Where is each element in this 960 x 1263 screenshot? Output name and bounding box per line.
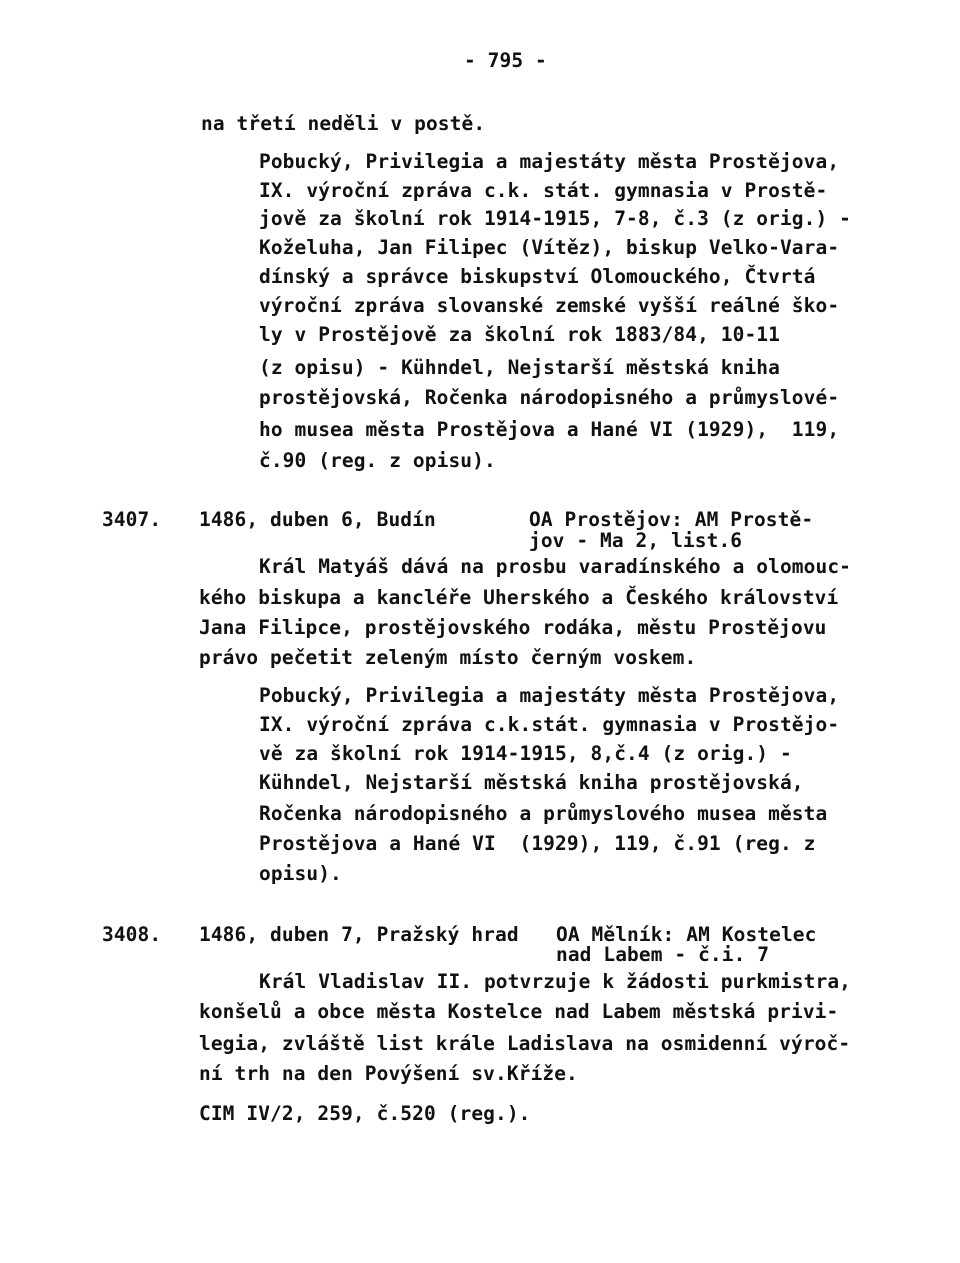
continuation-source-line: č.90 (reg. z opisu). — [259, 449, 496, 472]
entry-archive: OA Prostějov: AM Prostě- — [529, 508, 814, 531]
entry-source-line: Prostějova a Hané VI (1929), 119, č.91 (reg. z — [259, 832, 816, 855]
continuation-source-line: (z opisu) - Kühndel, Nejstarší městská kniha — [259, 356, 780, 379]
entry-text-line: kého biskupa a kancléře Uherského a Českého království — [199, 586, 839, 609]
entry-number: 3408. — [102, 923, 162, 946]
entry-text-line: konšelů a obce města Kostelce nad Labem městská privi- — [199, 1000, 839, 1023]
entry-text-line: právo pečetit zeleným místo černým voskem. — [199, 646, 697, 669]
continuation-source-line: Pobucký, Privilegia a majestáty města Prostějova, — [259, 150, 840, 173]
entry-source-line: opisu). — [259, 862, 342, 885]
entry-text-line: Král Matyáš dává na prosbu varadínského a olomouc- — [259, 555, 851, 578]
entry-date-place: 1486, duben 7, Pražský hrad — [199, 923, 519, 946]
entry-source-line: Pobucký, Privilegia a majestáty města Prostějova, — [259, 684, 840, 707]
entry-date-place: 1486, duben 6, Budín — [199, 508, 436, 531]
entry-text-line: Král Vladislav II. potvrzuje k žádosti purkmistra, — [259, 970, 851, 993]
entry-text-line: ní trh na den Povýšení sv.Kříže. — [199, 1062, 578, 1085]
continuation-source-line: ly v Prostějově za školní rok 1883/84, 10-11 — [259, 323, 780, 346]
entry-number: 3407. — [102, 508, 162, 531]
entry-archive: jov - Ma 2, list.6 — [529, 529, 743, 552]
continuation-source-line: ho musea města Prostějova a Hané VI (1929), 119, — [259, 418, 840, 441]
continuation-source-line: dínský a správce biskupství Olomouckého, Čtvrtá — [259, 265, 816, 288]
continuation-source-line: jově za školní rok 1914-1915, 7-8, č.3 (z orig.) - — [259, 207, 851, 230]
entry-source-line: vě za školní rok 1914-1915, 8,č.4 (z orig.) - — [259, 742, 792, 765]
continuation-source-line: výroční zpráva slovanské zemské vyšší reálné ško- — [259, 294, 840, 317]
entry-source-line: IX. výroční zpráva c.k.stát. gymnasia v Prostějo- — [259, 713, 840, 736]
entry-archive: nad Labem - č.i. 7 — [556, 943, 770, 966]
entry-text-line: Jana Filipce, prostějovského rodáka, městu Prostějovu — [199, 616, 827, 639]
continuation-first-line: na třetí neděli v postě. — [201, 112, 486, 135]
page-number: - 795 - — [464, 49, 547, 72]
entry-text-line: legia, zvláště list krále Ladislava na osmidenní výroč- — [199, 1032, 851, 1055]
continuation-source-line: prostějovská, Ročenka národopisného a průmyslové- — [259, 386, 840, 409]
entry-source-line: Ročenka národopisného a průmyslového musea města — [259, 802, 828, 825]
entry-source-line: CIM IV/2, 259, č.520 (reg.). — [199, 1102, 531, 1125]
entry-archive: OA Mělník: AM Kostelec — [556, 923, 817, 946]
continuation-source-line: Koželuha, Jan Filipec (Vítěz), biskup Velko-Vara- — [259, 236, 840, 259]
entry-source-line: Kühndel, Nejstarší městská kniha prostějovská, — [259, 771, 804, 794]
continuation-source-line: IX. výroční zpráva c.k. stát. gymnasia v Prostě- — [259, 179, 828, 202]
